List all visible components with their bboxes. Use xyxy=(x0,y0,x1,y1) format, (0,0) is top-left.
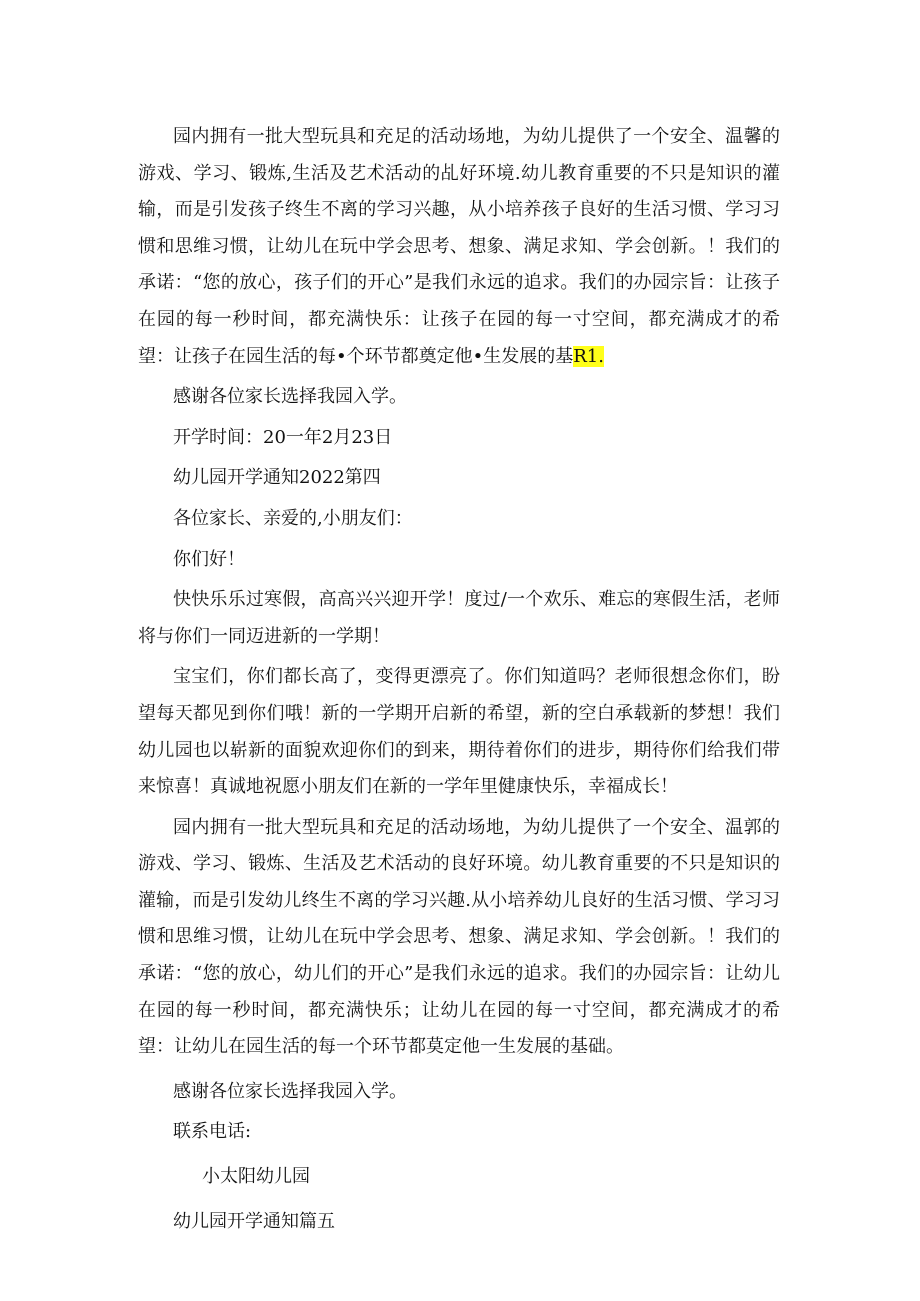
thanks-line-1: 感谢各位家长选择我园入学。 xyxy=(173,386,407,408)
greeting-line: 各位家长、亲爱的,小朋友们： xyxy=(173,507,413,529)
section-heading-5: 幼儿园开学通知篇五 xyxy=(173,1210,335,1232)
paragraph-facilities-1 xyxy=(138,119,780,375)
highlighted-text: R1. xyxy=(573,345,604,367)
kindergarten-signature: 小太阳幼儿园 xyxy=(202,1166,310,1188)
section-heading-4: 幼儿园开学通知2022第四 xyxy=(173,467,381,489)
paragraph-babies: 宝宝们，你们都长高了，变得更漂亮了。你们知道吗？老师很想念你们，盼望每天都见到你们哦！新的一学期开启新的希望，新的空白承载新的梦想！我们幼儿园也以崭新的面貌欢迎你们的到来，期待着你们的进步，期待你们给我们带来惊喜！真诚地祝愿小朋友们在新的一学年里健康快乐，幸福成长！ xyxy=(138,666,780,798)
paragraph-happy-holiday: 快快乐乐过寒假，高高兴兴迎开学！度过/一个欢乐、难忘的寒假生活，老师将与你们一同迈进新的一学期！ xyxy=(138,589,780,647)
hello-line: 你们好！ xyxy=(173,548,245,570)
paragraph-facilities-1-text: 园内拥有一批大型玩具和充足的活动场地，为幼儿提供了一个安全、温馨的游戏、学习、锻炼,生活及艺术活动的乩好环境.幼儿教育重要的不只是知识的灌输，而是引发孩子终生不离的学习兴趣，从小培养孩子良好的生活习惯、学习习惯和思维习惯，让幼儿在玩中学会思考、想象、满足求知、学会创新。！我们的承诺：“您的放心，孩子们的开心”是我们永远的追求。我们的办园宗旨：让孩子在园的每一秒时间，都充满快乐：让孩子在园的每一寸空间，都充满成才的希望：让孩子在园生活的每•个环节都奠定他•生发展的基 xyxy=(138,126,780,367)
thanks-line-2: 感谢各位家长选择我园入学。 xyxy=(173,1080,407,1102)
start-date-line: 开学时间：20一年2月23日 xyxy=(173,426,393,448)
paragraph-facilities-2: 园内拥有一批大型玩具和充足的活动场地，为幼儿提供了一个安全、温郭的游戏、学习、锻炼、生活及艺术活动的良好环境。幼儿教育重要的不只是知识的灌输，而是引发幼儿终生不离的学习兴趣.从小培养幼儿良好的生活习惯、学习习惯和思维习惯，让幼儿在玩中学会思考、想象、满足求知、学会创新。！我们的承诺：“您的放心，幼儿们的开心”是我们永远的追求。我们的办园宗旨：让幼儿在园的每一秒时间，都充满快乐；让幼儿在园的每一寸空间，都充满成才的希望：让幼儿在园生活的每一个环节都莫定他一生发展的基础。 xyxy=(138,816,780,1058)
document-body xyxy=(138,119,780,1240)
contact-line: 联系电话: xyxy=(173,1121,252,1143)
